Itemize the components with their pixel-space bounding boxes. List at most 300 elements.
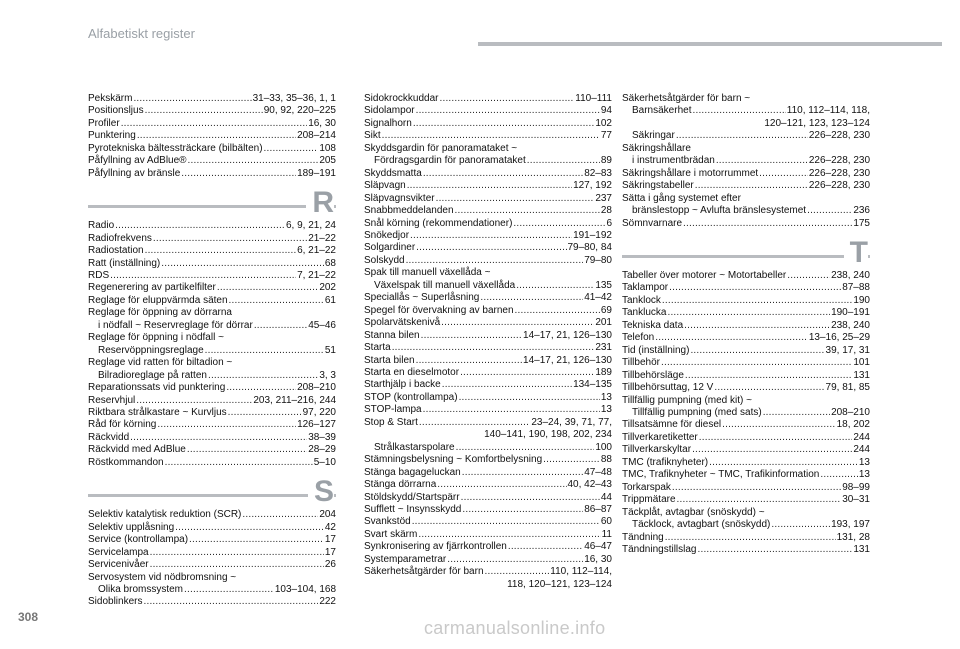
leader-dots bbox=[672, 482, 841, 494]
index-entry-term: Sömnvarnare bbox=[622, 217, 683, 229]
index-group-p bbox=[88, 93, 336, 180]
leader-dots bbox=[662, 295, 852, 307]
leader-dots bbox=[441, 317, 594, 329]
index-entry bbox=[364, 355, 612, 367]
leader-dots bbox=[188, 155, 319, 167]
index-entry-pages: 98–99 bbox=[842, 481, 870, 493]
index-entry bbox=[88, 282, 336, 294]
leader-dots bbox=[121, 118, 308, 130]
index-entry-pages: 14–17, 21, 126–130 bbox=[523, 329, 612, 341]
index-entry bbox=[88, 432, 336, 444]
index-entry-term: i nödfall ~ Reservreglage för dörrar bbox=[98, 319, 253, 331]
index-entry bbox=[622, 457, 870, 469]
index-entry-pages: 208–214 bbox=[297, 130, 336, 142]
index-entry bbox=[364, 467, 612, 479]
index-entry-pages: 90, 92, 220–225 bbox=[263, 105, 336, 117]
index-entry bbox=[364, 516, 612, 528]
index-entry-pages: 226–228, 230 bbox=[808, 130, 870, 142]
leader-dots bbox=[462, 467, 583, 479]
index-group-r bbox=[88, 220, 336, 469]
index-entry-pages: 13 bbox=[858, 456, 870, 468]
leader-dots bbox=[145, 245, 296, 257]
leader-dots bbox=[714, 382, 824, 394]
index-entry-pages-continued bbox=[364, 429, 612, 441]
leader-dots bbox=[716, 155, 808, 167]
index-entry bbox=[88, 444, 336, 456]
index-entry-term: Snökedjor bbox=[364, 229, 410, 241]
index-entry-pages: 102 bbox=[595, 117, 612, 129]
index-entry-term: Fördragsgardin för panoramataket bbox=[374, 155, 526, 167]
index-entry bbox=[88, 270, 336, 282]
index-entry-term: Tillsatsämne för diesel bbox=[622, 419, 722, 431]
index-entry bbox=[622, 357, 870, 369]
index-entry bbox=[88, 233, 336, 245]
index-entry-pages: 101 bbox=[853, 357, 870, 369]
index-entry bbox=[364, 105, 612, 117]
index-entry bbox=[622, 282, 870, 294]
index-entry-heading: Reglage för öppning i nödfall ~ bbox=[88, 332, 224, 344]
leader-dots bbox=[763, 407, 830, 419]
leader-dots bbox=[460, 367, 594, 379]
index-entry-pages: 18, 202 bbox=[836, 419, 870, 431]
index-entry bbox=[364, 255, 612, 267]
leader-dots bbox=[382, 130, 600, 142]
index-entry bbox=[622, 270, 870, 282]
index-entry-pages: 16, 30 bbox=[584, 553, 612, 565]
index-entry bbox=[88, 295, 336, 307]
index-entry-pages: 23–24, 39, 71, 77, bbox=[531, 416, 612, 428]
leader-dots bbox=[515, 305, 600, 317]
index-entry bbox=[622, 307, 870, 319]
index-entry-heading: Reglage vid ratten för biltadion ~ bbox=[88, 357, 233, 369]
index-entry-term: Sikt bbox=[364, 130, 381, 142]
index-entry bbox=[364, 305, 612, 317]
index-entry bbox=[88, 457, 336, 469]
section-title: Alfabetiskt register bbox=[88, 26, 195, 41]
index-entry bbox=[622, 218, 870, 230]
index-entry bbox=[364, 218, 612, 230]
index-entry-pages: 30–31 bbox=[842, 494, 870, 506]
index-entry-heading: Säkerhetsåtgärder för barn ~ bbox=[622, 93, 751, 104]
index-entry-pages: 13 bbox=[600, 404, 612, 416]
leader-dots bbox=[807, 205, 852, 217]
index-entry-pages: 201 bbox=[595, 317, 612, 329]
leader-dots bbox=[462, 504, 583, 516]
leader-dots bbox=[242, 509, 318, 521]
index-entry-term: Solgardiner bbox=[364, 242, 416, 254]
leader-dots bbox=[447, 554, 583, 566]
index-entry bbox=[622, 295, 870, 307]
index-entry-term: Synkronisering av fjärrkontrollen bbox=[364, 541, 507, 553]
leader-dots bbox=[136, 395, 252, 407]
leader-dots bbox=[416, 242, 566, 254]
index-entry-term: Reparationssats vid punktering bbox=[88, 382, 226, 394]
leader-dots bbox=[153, 233, 307, 245]
divider-rule bbox=[88, 494, 336, 497]
index-entry-pages: 189–191 bbox=[297, 167, 336, 179]
index-entry-pages: 226–228, 230 bbox=[808, 180, 870, 192]
leader-dots bbox=[392, 342, 595, 354]
index-entry-term: Tillbehörsläge bbox=[622, 369, 684, 381]
index-entry bbox=[364, 230, 612, 242]
index-entry bbox=[364, 130, 612, 142]
index-entry-pages: 46–47 bbox=[584, 541, 612, 553]
index-entry bbox=[88, 345, 336, 357]
index-entry-pages: 14–17, 21, 126–130 bbox=[523, 354, 612, 366]
index-entry bbox=[622, 532, 870, 544]
leader-dots bbox=[665, 532, 836, 544]
leader-dots bbox=[406, 255, 584, 267]
index-entry-term: Solskydd bbox=[364, 254, 405, 266]
index-entry-term: Räckvidd med AdBlue bbox=[88, 444, 186, 456]
index-entry-term: Påfyllning av AdBlue® bbox=[88, 155, 187, 167]
leader-dots bbox=[527, 155, 600, 167]
leader-dots bbox=[456, 442, 595, 454]
leader-dots bbox=[423, 168, 583, 180]
index-entry-term: Släpvagnsvikter bbox=[364, 192, 435, 204]
index-entry bbox=[88, 118, 336, 130]
index-entry-term: Tillbehör bbox=[622, 357, 660, 369]
index-entry-term: Snål körning (rekommendationer) bbox=[364, 217, 513, 229]
leader-dots bbox=[820, 469, 858, 481]
index-entry-pages: 191–192 bbox=[573, 229, 612, 241]
index-entry-term: Olika bromssystem bbox=[98, 583, 184, 595]
index-group-s-continued bbox=[364, 93, 612, 591]
leader-dots bbox=[412, 516, 600, 528]
index-entry-term: Råd för körning bbox=[88, 419, 157, 431]
index-entry-pages: 110–111 bbox=[575, 93, 612, 104]
index-entry bbox=[364, 566, 612, 578]
leader-dots bbox=[676, 130, 808, 142]
index-entry bbox=[364, 379, 612, 391]
index-entry bbox=[622, 320, 870, 332]
leader-dots bbox=[165, 457, 313, 469]
index-entry bbox=[364, 504, 612, 516]
index-entry-term: Tabeller över motorer ~ Motortabeller bbox=[622, 269, 787, 281]
index-entry-term: Skyddsmatta bbox=[364, 167, 422, 179]
index-entry-pages: 238, 240 bbox=[831, 319, 870, 331]
index-entry-heading: Täckplåt, avtagbar (snöskydd) ~ bbox=[622, 506, 765, 518]
index-entry-term: Taklampor bbox=[622, 282, 669, 294]
index-entry-term: Starta bbox=[364, 342, 391, 354]
index-entry-term: Säkringshållare i motorrummet bbox=[622, 167, 759, 179]
index-entry bbox=[364, 417, 612, 429]
index-entry-pages: 94 bbox=[600, 105, 612, 117]
index-entry-pages: 6, 21–22 bbox=[297, 245, 336, 257]
leader-dots bbox=[421, 330, 522, 342]
index-entry-term: RDS bbox=[88, 269, 110, 281]
index-entry bbox=[622, 382, 870, 394]
index-entry bbox=[622, 105, 870, 117]
index-entry-pages: 17 bbox=[324, 546, 336, 558]
header-rule bbox=[478, 42, 942, 46]
index-entry-pages: 61 bbox=[324, 294, 336, 306]
index-entry-pages: 120–121, 123, 123–124 bbox=[764, 117, 870, 129]
index-entry-term: Snabbmeddelanden bbox=[364, 205, 454, 217]
index-entry bbox=[88, 320, 336, 332]
index-entry bbox=[88, 130, 336, 142]
leader-dots bbox=[143, 596, 318, 608]
leader-dots bbox=[455, 205, 600, 217]
index-entry-heading: Säkringshållare bbox=[622, 142, 691, 154]
index-entry-pages: 203, 211–216, 244 bbox=[253, 394, 336, 406]
index-entry bbox=[88, 509, 336, 521]
index-entry bbox=[364, 330, 612, 342]
index-entry-term: Tid (inställning) bbox=[622, 344, 690, 356]
index-entry bbox=[364, 392, 612, 404]
index-entry-term: Sidolampor bbox=[364, 105, 415, 117]
leader-dots bbox=[217, 282, 318, 294]
leader-dots bbox=[418, 529, 600, 541]
index-entry-term: Räckvidd bbox=[88, 431, 130, 443]
index-entry-term: Svankstöd bbox=[364, 516, 411, 528]
index-entry bbox=[364, 292, 612, 304]
index-entry-term: Torkarspak bbox=[622, 481, 671, 493]
index-entry bbox=[364, 242, 612, 254]
index-entry bbox=[364, 454, 612, 466]
index-entry-pages: 222 bbox=[319, 596, 336, 608]
index-entry-term: Sidoblinkers bbox=[88, 596, 143, 608]
index-entry-term: Tanklock bbox=[622, 294, 661, 306]
index-entry-term: Stänga dörrarna bbox=[364, 479, 437, 491]
index-entry-pages: 7, 21–22 bbox=[297, 269, 336, 281]
index-entry-term: Sufflett ~ Insynsskydd bbox=[364, 503, 462, 515]
index-entry-term: Täcklock, avtagbart (snöskydd) bbox=[632, 519, 771, 531]
index-entry-term: Starthjälp i backe bbox=[364, 379, 441, 391]
index-entry bbox=[364, 442, 612, 454]
index-entry-pages: 126–127 bbox=[297, 419, 336, 431]
index-entry-term: Speciallås ~ Superlåsning bbox=[364, 292, 480, 304]
index-entry-pages: 13 bbox=[600, 391, 612, 403]
index-entry-pages: 131 bbox=[853, 369, 870, 381]
index-entry-pages: 208–210 bbox=[831, 406, 870, 418]
leader-dots bbox=[264, 143, 319, 155]
index-entry-term: Spegel för övervakning av barnen bbox=[364, 304, 514, 316]
index-entry-pages: 38–39 bbox=[308, 431, 336, 443]
index-entry-pages: 28 bbox=[600, 205, 612, 217]
leader-dots bbox=[205, 345, 324, 357]
leader-dots bbox=[439, 93, 574, 105]
index-entry bbox=[364, 180, 612, 192]
index-entry-pages: 97, 220 bbox=[302, 406, 336, 418]
index-entry bbox=[622, 332, 870, 344]
index-entry-pages: 26 bbox=[324, 559, 336, 571]
index-entry-term: Systemparametrar bbox=[364, 553, 447, 565]
leader-dots bbox=[437, 479, 566, 491]
index-entry-term: Service (kontrollampa) bbox=[88, 534, 189, 546]
leader-dots bbox=[667, 307, 830, 319]
index-entry-pages: 16, 30 bbox=[308, 117, 336, 129]
index-entry bbox=[364, 93, 612, 105]
index-entry bbox=[88, 559, 336, 571]
index-entry-pages: 6, 9, 21, 24 bbox=[285, 220, 336, 232]
leader-dots bbox=[130, 432, 307, 444]
leader-dots bbox=[145, 105, 263, 117]
index-entry bbox=[88, 596, 336, 608]
index-entry-term: Påfyllning av bränsle bbox=[88, 167, 181, 179]
index-entry-term: Stöldskydd/Startspärr bbox=[364, 491, 460, 503]
index-entry-term: Positionsljus bbox=[88, 105, 144, 117]
index-entry-term: Stämningsbelysning ~ Komfortbelysning bbox=[364, 454, 543, 466]
leader-dots bbox=[161, 258, 324, 270]
index-entry bbox=[88, 155, 336, 167]
index-entry-pages: 226–228, 230 bbox=[808, 155, 870, 167]
leader-dots bbox=[459, 392, 600, 404]
index-entry-term: Tillfällig pumpning (med sats) bbox=[632, 406, 762, 418]
index-entry bbox=[622, 407, 870, 419]
index-entry bbox=[622, 345, 870, 357]
index-entry bbox=[622, 419, 870, 431]
index-entry-pages: 86–87 bbox=[584, 503, 612, 515]
leader-dots bbox=[416, 105, 600, 117]
index-entry-pages: 5–10 bbox=[313, 456, 336, 468]
index-entry-pages: 17 bbox=[324, 534, 336, 546]
index-entry-pages: 77 bbox=[600, 130, 612, 142]
index-entry bbox=[364, 529, 612, 541]
index-entry-pages: 193, 197 bbox=[831, 519, 870, 531]
index-letter: S bbox=[308, 477, 334, 507]
index-entry bbox=[364, 317, 612, 329]
index-entry-term: Telefon bbox=[622, 332, 655, 344]
leader-dots bbox=[759, 168, 808, 180]
index-entry-pages: 11 bbox=[601, 528, 612, 540]
index-entry-term: Servicenivåer bbox=[88, 559, 149, 571]
index-entry-term: Bilradioreglage på ratten bbox=[98, 369, 207, 381]
leader-dots bbox=[661, 357, 852, 369]
index-entry-pages: 100 bbox=[595, 441, 612, 453]
index-entry-pages: 87–88 bbox=[842, 282, 870, 294]
index-entry-term: Reservhjul bbox=[88, 394, 136, 406]
leader-dots bbox=[684, 320, 830, 332]
leader-dots bbox=[416, 355, 522, 367]
index-entry-pages: 89 bbox=[600, 155, 612, 167]
index-entry-term: Stanna bilen bbox=[364, 329, 420, 341]
leader-dots bbox=[115, 220, 285, 232]
letter-divider-s bbox=[88, 475, 336, 509]
leader-dots bbox=[692, 444, 852, 456]
index-entry-term: Punktering bbox=[88, 130, 136, 142]
index-entry-heading: Skyddsgardin för panoramataket ~ bbox=[364, 142, 518, 154]
index-entry-pages: 39, 17, 31 bbox=[825, 344, 870, 356]
index-entry-heading: Reglage för öppning av dörrarna bbox=[88, 307, 232, 319]
leader-dots bbox=[137, 130, 296, 142]
leader-dots bbox=[110, 270, 296, 282]
index-entry-pages: 237 bbox=[595, 192, 612, 204]
leader-dots bbox=[543, 454, 600, 466]
index-entry-term: Stop & Start bbox=[364, 416, 418, 428]
index-entry-term: Röstkommandon bbox=[88, 456, 164, 468]
leader-dots bbox=[722, 419, 836, 431]
index-entry-pages: 238, 240 bbox=[831, 269, 870, 281]
index-entry-term: Reglage för eluppvärmda säten bbox=[88, 294, 228, 306]
leader-dots bbox=[150, 559, 324, 571]
index-entry-term: Tillbehörsuttag, 12 V bbox=[622, 382, 714, 394]
index-entry bbox=[622, 370, 870, 382]
leader-dots bbox=[709, 457, 858, 469]
index-column-3 bbox=[622, 93, 870, 556]
index-entry bbox=[88, 547, 336, 559]
index-entry bbox=[364, 541, 612, 553]
index-entry-term: Tillverkaretiketter bbox=[622, 431, 698, 443]
index-entry-pages: 131, 28 bbox=[836, 531, 870, 543]
index-entry-pages: 79–80 bbox=[584, 254, 612, 266]
leader-dots bbox=[677, 494, 842, 506]
index-entry-pages: 51 bbox=[324, 344, 336, 356]
index-entry-pages: 118, 120–121, 123–124 bbox=[507, 578, 612, 590]
leader-dots bbox=[508, 541, 583, 553]
leader-dots bbox=[150, 547, 324, 559]
index-entry-term: Pyrotekniska bältessträckare (bilbälten) bbox=[88, 142, 263, 154]
leader-dots bbox=[228, 407, 302, 419]
index-entry bbox=[88, 522, 336, 534]
index-entry-pages: 60 bbox=[600, 516, 612, 528]
index-entry-term: Tillverkarskyltar bbox=[622, 444, 692, 456]
leader-dots bbox=[413, 118, 595, 130]
index-entry-pages: 189 bbox=[595, 366, 612, 378]
index-entry-pages: 21–22 bbox=[308, 232, 336, 244]
index-entry-pages: 88 bbox=[600, 454, 612, 466]
index-entry-term: STOP (kontrollampa) bbox=[364, 391, 458, 403]
index-entry-term: Säkringar bbox=[632, 130, 675, 142]
index-entry-term: Servicelampa bbox=[88, 546, 149, 558]
index-entry-term: Stänga bagageluckan bbox=[364, 466, 461, 478]
leader-dots bbox=[771, 519, 830, 531]
index-entry bbox=[622, 544, 870, 556]
leader-dots bbox=[175, 522, 324, 534]
index-entry-pages: 190 bbox=[853, 294, 870, 306]
index-entry bbox=[88, 245, 336, 257]
index-entry-term: Säkringstabeller bbox=[622, 180, 694, 192]
leader-dots bbox=[695, 180, 808, 192]
leader-dots bbox=[685, 370, 852, 382]
leader-dots bbox=[410, 230, 572, 242]
index-entry-term: Reservöppningsreglage bbox=[98, 344, 204, 356]
index-entry-pages: 202 bbox=[319, 282, 336, 294]
leader-dots bbox=[419, 417, 530, 429]
leader-dots bbox=[690, 345, 824, 357]
index-entry bbox=[88, 370, 336, 382]
index-column-2 bbox=[364, 93, 612, 591]
index-group-t bbox=[622, 270, 870, 556]
index-entry-pages: 110, 112–114, 118, bbox=[786, 105, 870, 117]
index-entry bbox=[88, 143, 336, 155]
index-entry bbox=[88, 407, 336, 419]
index-entry-pages: 175 bbox=[853, 217, 870, 229]
index-entry bbox=[364, 492, 612, 504]
index-entry-term: Spolarvätskenivå bbox=[364, 317, 441, 329]
leader-dots bbox=[655, 332, 808, 344]
index-entry-pages: 231 bbox=[595, 342, 612, 354]
leader-dots bbox=[698, 544, 853, 556]
divider-rule bbox=[88, 205, 336, 208]
index-group-s-end bbox=[622, 93, 870, 230]
index-entry bbox=[88, 258, 336, 270]
leader-dots bbox=[133, 93, 251, 105]
index-entry-term: Tekniska data bbox=[622, 319, 684, 331]
index-entry-pages: 82–83 bbox=[584, 167, 612, 179]
index-entry-term: Regenerering av partikelfilter bbox=[88, 282, 216, 294]
leader-dots bbox=[485, 566, 550, 578]
letter-divider-t bbox=[622, 235, 870, 269]
index-entry bbox=[364, 554, 612, 566]
index-entry bbox=[622, 494, 870, 506]
index-entry bbox=[622, 130, 870, 142]
index-entry-pages: 244 bbox=[853, 431, 870, 443]
leader-dots bbox=[226, 382, 296, 394]
index-entry-term: Riktbara strålkastare ~ Kurvljus bbox=[88, 406, 227, 418]
index-entry-term: TMC (trafiknyheter) bbox=[622, 456, 709, 468]
index-entry-term: Svart skärm bbox=[364, 528, 418, 540]
